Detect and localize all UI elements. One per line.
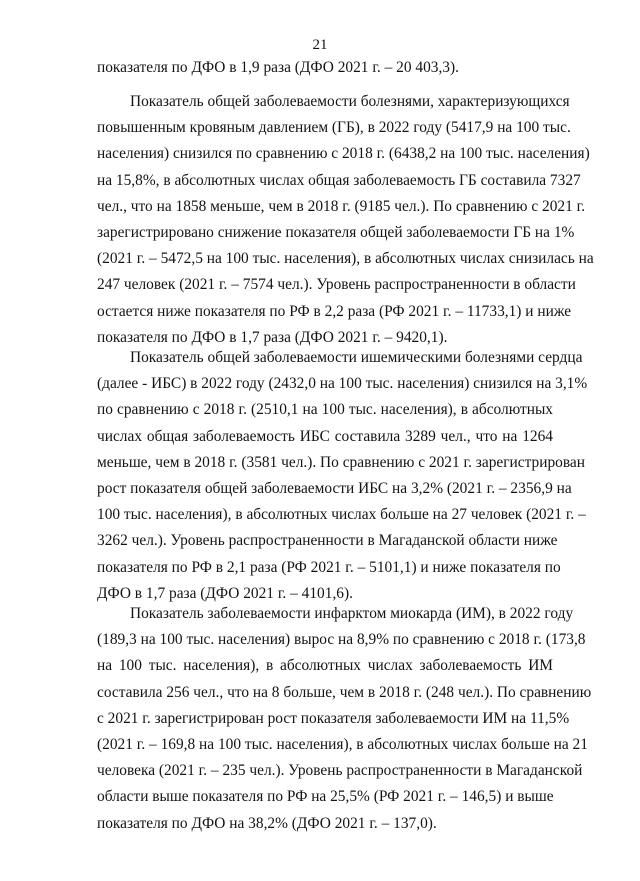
text-line: человека (2021 г. – 235 чел.). Уровень распространенности в Магаданской [97,762,583,780]
text-line: с 2021 г. зарегистрирован рост показателя заболеваемости ИМ на 11,5% [97,709,570,727]
paragraph-ischemic-heart-disease [97,345,588,607]
text-line: 100 тыс. населения), в абсолютных числах больше на 27 человек (2021 г. – [97,506,586,524]
text-line: (2021 г. – 169,8 на 100 тыс. населения), в абсолютных числах больше на 21 [97,735,588,753]
text-line: на 15,8%, в абсолютных числах общая заболеваемость ГБ составила 7327 [97,171,581,189]
text-line: Показатель общей заболеваемости ишемическими болезнями сердца [130,349,583,366]
text-line: области выше показателя по РФ на 25,5% (РФ 2021 г. – 146,5) и выше [97,788,554,806]
paragraph-hypertension [97,89,594,351]
text-line: показателя по ДФО на 38,2% (ДФО 2021 г. – 137,0). [97,814,437,832]
text-line: зарегистрировано снижение показателя общей заболеваемости ГБ на 1% [97,223,575,241]
text-line: Показатель заболеваемости инфарктом миокарда (ИМ), в 2022 году [130,605,574,622]
text-line: (далее - ИБС) в 2022 году (2432,0 на 100 тыс. населения) снизился на 3,1% [97,375,588,393]
text-line: показателя по РФ в 2,1 раза (РФ 2021 г. – 5101,1) и ниже показателя по [97,558,561,576]
text-line: Показатель общей заболеваемости болезнями, характеризующихся [130,93,570,110]
text-line: по сравнению с 2018 г. (2510,1 на 100 тыс. населения), в абсолютных [97,401,553,419]
text-line: 3262 чел.). Уровень распространенности в Магаданской области ниже [97,532,558,550]
text-line: (189,3 на 100 тыс. населения) вырос на 8,9% по сравнению с 2018 г. (173,8 [97,631,586,649]
text-line: 247 человек (2021 г. – 7574 чел.). Уровень распространенности в области [97,276,576,294]
text-line: ДФО в 1,7 раза (ДФО 2021 г. – 4101,6). [97,584,353,602]
paragraph-myocardial-infarction [97,601,592,837]
text-line: на 100 тыс. населения), в абсолютных числах заболеваемость ИМ [97,657,553,675]
text-line: составила 256 чел., что на 8 больше, чем в 2018 г. (248 чел.). По сравнению [97,683,592,701]
text-line: населения) снизился по сравнению с 2018 г. (6438,2 на 100 тыс. населения) [97,145,590,163]
text-line: меньше, чем в 2018 г. (3581 чел.). По сравнению с 2021 г. зарегистрирован [97,453,585,471]
continuation-text [97,55,553,81]
text-line: показателя по ДФО в 1,7 раза (ДФО 2021 г. – 9420,1). [97,328,448,346]
text-line: чел., что на 1858 меньше, чем в 2018 г. (9185 чел.). По сравнению с 2021 г. [97,197,586,215]
text-line: (2021 г. – 5472,5 на 100 тыс. населения), в абсолютных числах снизилась на [97,250,594,268]
text-line: показателя по ДФО в 1,9 раза (ДФО 2021 г. – 20 403,3). [97,59,459,76]
text-line: рост показателя общей заболеваемости ИБС на 3,2% (2021 г. – 2356,9 на [97,479,572,497]
page-number: 21 [312,37,328,53]
text-line: числах общая заболеваемость ИБС составила 3289 чел., что на 1264 [97,427,553,445]
text-line: повышенным кровяным давлением (ГБ), в 2022 году (5417,9 на 100 тыс. [97,119,571,137]
text-line: остается ниже показателя по РФ в 2,2 раза (РФ 2021 г. – 11733,1) и ниже [97,302,572,320]
